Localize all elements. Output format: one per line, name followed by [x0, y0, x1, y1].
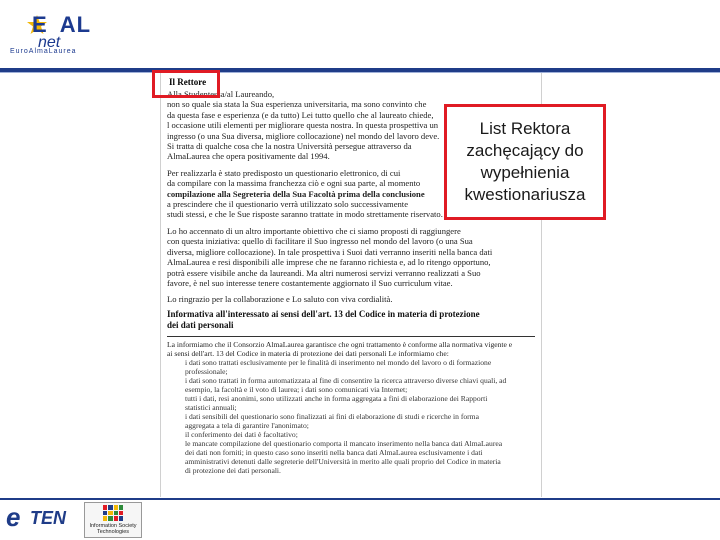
text-line: con questa iniziativa: quello di facilitare il Suo ingresso nel mondo del lavoro (o una Sua — [167, 236, 473, 247]
privacy-bullet: • le mancate compilazione del questionario comporta il mancato inserimento nella banca dati AlmaLaurea — [185, 439, 535, 448]
privacy-bullet: • i dati sensibili del questionario sono finalizzati ai fini di elaborazione di studi e ricerche in forma — [185, 412, 535, 421]
text-line: potrà essere visibile anche da laureandi. Ma altri numerosi servizi verranno realizzati a Suo — [167, 267, 481, 278]
privacy-heading-cont: dei dati personali — [167, 319, 234, 330]
text-line: favore, è nel suo interesse tenere costantemente aggiornato il Suo curriculum vitae. — [167, 277, 453, 288]
text-line: ingresso (o una Sua diversa, migliore collocazione) nel mondo del lavoro deve. — [167, 130, 440, 141]
ealnet-logo — [8, 8, 104, 60]
text-line: Lo ho accennato di un altro importante obiettivo che ci siamo proposti di raggiungere — [167, 225, 461, 236]
privacy-bullet-cont: • aggregata a tela di garantire l'anonimato; — [185, 421, 535, 430]
privacy-intro-line: ai sensi dell'art. 13 del Codice in materia di protezione dei dati personali Le informiamo che: — [167, 348, 449, 358]
text-line: diversa, migliore collocazione). In tale prospettiva i Suoi dati verranno inseriti nella banca dati — [167, 246, 493, 257]
privacy-intro-line: La informiamo che il Consorzio AlmaLaurea garantisce che ogni trattamento è conforme alla normativa vigente e — [167, 339, 513, 349]
privacy-bullet-cont: • dei dati non forniti; in questo caso sono inseriti nella banca dati AlmaLaurea esclusivamente i dati — [185, 448, 535, 457]
privacy-bullet: • i dati sono trattati esclusivamente per le finalità di inserimento nel mondo del lavoro o di formazione — [185, 358, 535, 367]
text-line: Si tratta di qualche cosa che la nostra Università persegue attraverso da — [167, 141, 412, 152]
eten-word: TEN — [30, 508, 66, 528]
eten-e: e — [6, 502, 21, 532]
eten-logo — [4, 502, 78, 536]
annotation-callout — [444, 104, 606, 220]
privacy-bullet-cont: • professionale; — [185, 367, 535, 376]
text-line: AlmaLaurea e resi disponibili alle imprese che ne faranno richiesta e, ad lo ritengo opportuno, — [167, 257, 491, 268]
logo-tagline: EuroAlmaLaurea — [10, 48, 77, 55]
text-line: compilazione alla Segreteria della Sua Facoltà prima della conclusione — [167, 188, 425, 199]
text-line: Per realizzarla è stato predisposto un questionario elettronico, di cui — [167, 167, 401, 178]
privacy-bullet-cont: • esempio, la facoltà e il voto di laurea; i dati sono comunicati via Internet; — [185, 385, 535, 394]
privacy-heading: Informativa all'interessato ai sensi dell'art. 13 del Codice in materia di protezione — [167, 308, 480, 319]
ist-badge-label: Information Society Technologies — [89, 523, 137, 535]
text-line: non so quale sia stata la Sua esperienza universitaria, ma sono convinto che — [167, 99, 427, 110]
text-line: studi stessi, e che le Sue risposte saranno trattate in modo strettamente riservato. — [167, 209, 443, 220]
privacy-bullet-cont: • di protezione dei dati personali. — [185, 466, 535, 475]
text-line: da compilare con la massima franchezza ciò e ogni sua parte, al momento — [167, 178, 421, 189]
text-line: Alla Studentessa/al Laureando, — [167, 89, 275, 99]
document-title: Il Rettore — [169, 77, 207, 87]
callout-text: List Rektora zachęcający do wypełnienia kwestionariusza — [464, 119, 586, 204]
privacy-bullet-cont: • statistici annuali; — [185, 403, 535, 412]
text-line: da questa fase e esperienza (e da tutto) Lei tutto quello che al laureato chiede, — [167, 109, 434, 120]
ist-badge — [84, 502, 142, 538]
logo-word: E AL — [32, 12, 92, 37]
objective-paragraph — [161, 226, 541, 288]
footer-rule — [0, 498, 720, 500]
privacy-bullet: • il conferimento dei dati è facoltativo; — [185, 430, 535, 439]
text-line: a prescindere che il questionario verrà utilizzato solo successivamente — [167, 199, 409, 210]
ist-grid-icon — [103, 505, 123, 521]
privacy-bullet: • tutti i dati, resi anonimi, sono utilizzati anche in forma aggregata a fini di elaborazione dei Rapporti — [185, 394, 535, 403]
title-highlight-box — [152, 70, 220, 98]
logo-subword: net — [38, 34, 61, 51]
text-line: l occasione utili elementi per migliorare questa nostra. In questa prospettiva un — [167, 120, 439, 131]
text-line: AlmaLaurea che opera positivamente dal 1994. — [167, 151, 330, 162]
privacy-bullet-cont: • amministrativi detenuti dalle segreterie dell'Università in merito alle quali proprio del Codice in materia — [185, 457, 535, 466]
privacy-bullet: • i dati sono trattati in forma automatizzata al fine di consentire la ricerca attraverso diverse chiavi quali, ad — [185, 376, 535, 385]
closing-line: Lo ringrazio per la collaborazione e Lo saluto con viva cordialità. — [167, 294, 393, 305]
